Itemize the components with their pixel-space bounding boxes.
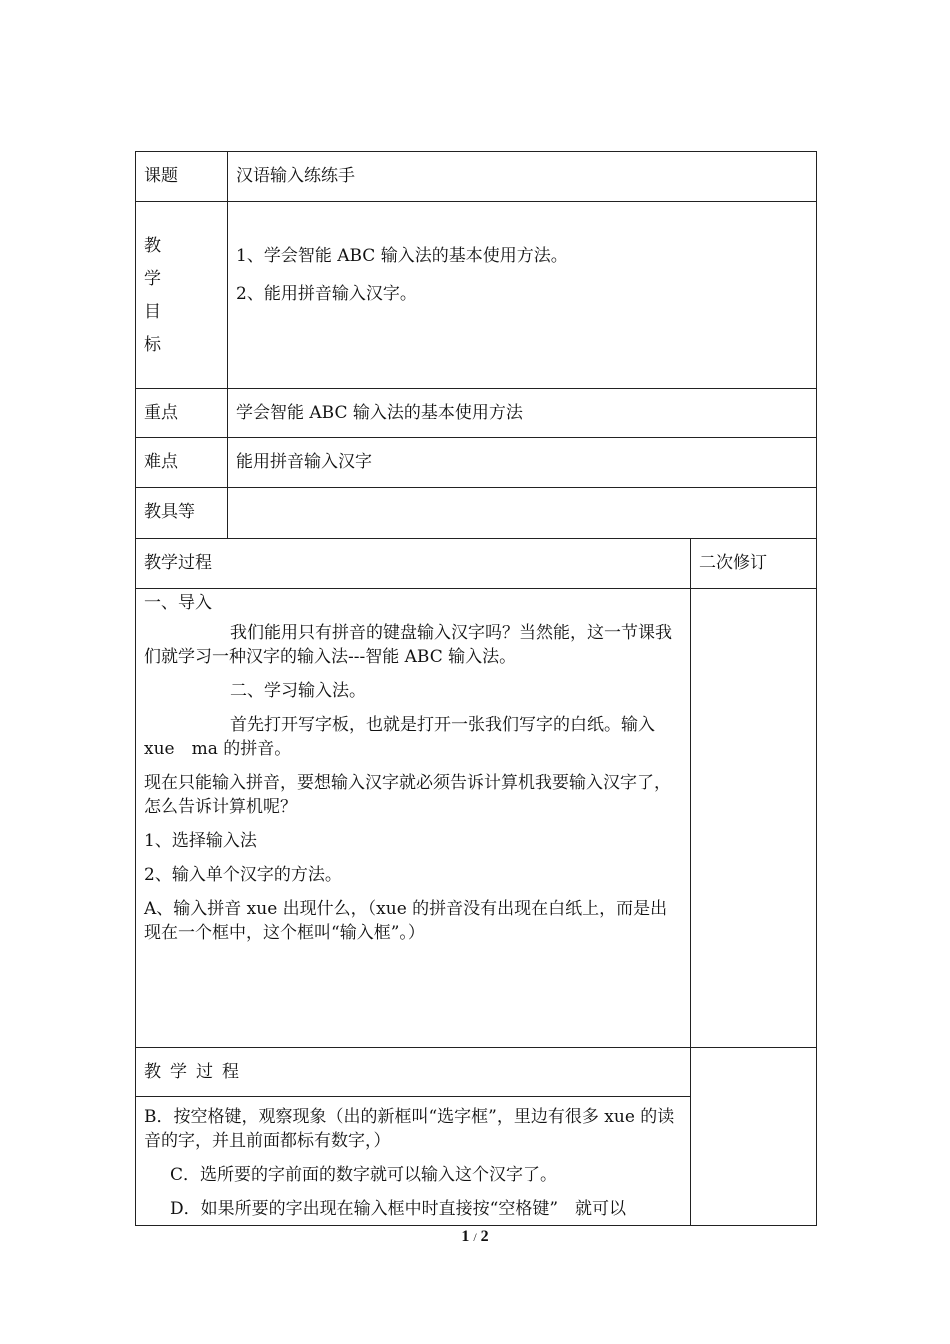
goal-item: 1、学会智能 ABC 输入法的基本使用方法。 bbox=[236, 246, 568, 266]
process-paragraph: B．按空格键，观察现象（出的新框叫“选字框”，里边有很多 xue 的读音的字，并且前面都标有数字，） bbox=[144, 1107, 675, 1151]
revision-cell-2 bbox=[691, 1048, 817, 1226]
topic-value: 汉语输入练练手 bbox=[228, 152, 817, 202]
goals-label-char: 学 bbox=[144, 269, 161, 289]
process-paragraph: D．如果所要的字出现在输入框中时直接按“空格键” 就可以 bbox=[170, 1199, 627, 1219]
process-body-row bbox=[136, 589, 817, 1048]
goals-label-char: 标 bbox=[144, 335, 161, 355]
teaching-aids-label: 教具等 bbox=[136, 488, 228, 539]
teaching-aids-value bbox=[228, 488, 817, 539]
current-page: 1 bbox=[461, 1228, 470, 1245]
difficulty-label: 难点 bbox=[136, 438, 228, 488]
goals-label-char: 教 bbox=[144, 236, 161, 256]
process-paragraph: 现在只能输入拼音，要想输入汉字就必须告诉计算机我要输入汉字了，怎么告诉计算机呢？ bbox=[144, 773, 671, 817]
process-header-row bbox=[136, 539, 817, 589]
process-paragraph: 1、选择输入法 bbox=[144, 831, 257, 851]
process-paragraph: 2、输入单个汉字的方法。 bbox=[144, 865, 342, 885]
goals-label-char: 目 bbox=[144, 302, 161, 322]
key-point-row bbox=[136, 389, 817, 438]
process-body-2 bbox=[136, 1097, 691, 1226]
process-header-2: 教学过程 bbox=[136, 1048, 691, 1097]
total-pages: 2 bbox=[480, 1228, 489, 1245]
key-point-value: 学会智能 ABC 输入法的基本使用方法 bbox=[228, 389, 817, 438]
topic-label: 课题 bbox=[136, 152, 228, 202]
key-point-label: 重点 bbox=[136, 389, 228, 438]
difficulty-row bbox=[136, 438, 817, 488]
goals-label bbox=[136, 202, 228, 389]
process-paragraph: A、输入拼音 xue 出现什么，（xue 的拼音没有出现在白纸上，而是出现在一个框中，这个框叫“输入框”。） bbox=[144, 899, 668, 943]
goals-row bbox=[136, 202, 817, 389]
process-paragraph: 二、学习输入法。 bbox=[230, 681, 366, 701]
process-paragraph: C．选所要的字前面的数字就可以输入这个汉字了。 bbox=[170, 1165, 558, 1185]
goal-item: 2、能用拼音输入汉字。 bbox=[236, 284, 417, 304]
revision-cell bbox=[691, 589, 817, 1048]
lesson-plan-table bbox=[135, 151, 817, 1226]
process-paragraph: 我们能用只有拼音的键盘输入汉字吗？当然能，这一节课我们就学习一种汉字的输入法---智能 ABC 输入法。 bbox=[144, 623, 672, 667]
process-paragraph: 一、导入 bbox=[144, 593, 212, 613]
process-header-row-2 bbox=[136, 1048, 817, 1097]
page-separator: / bbox=[473, 1230, 477, 1244]
teaching-aids-row bbox=[136, 488, 817, 539]
topic-row bbox=[136, 152, 817, 202]
goals-list bbox=[228, 202, 817, 389]
process-paragraph: 首先打开写字板，也就是打开一张我们写字的白纸。输入 xue ma 的拼音。 bbox=[144, 715, 655, 759]
process-header: 教学过程 bbox=[136, 539, 691, 589]
page-number bbox=[0, 1228, 950, 1246]
difficulty-value: 能用拼音输入汉字 bbox=[228, 438, 817, 488]
process-body bbox=[136, 589, 691, 1048]
revision-header: 二次修订 bbox=[691, 539, 817, 589]
